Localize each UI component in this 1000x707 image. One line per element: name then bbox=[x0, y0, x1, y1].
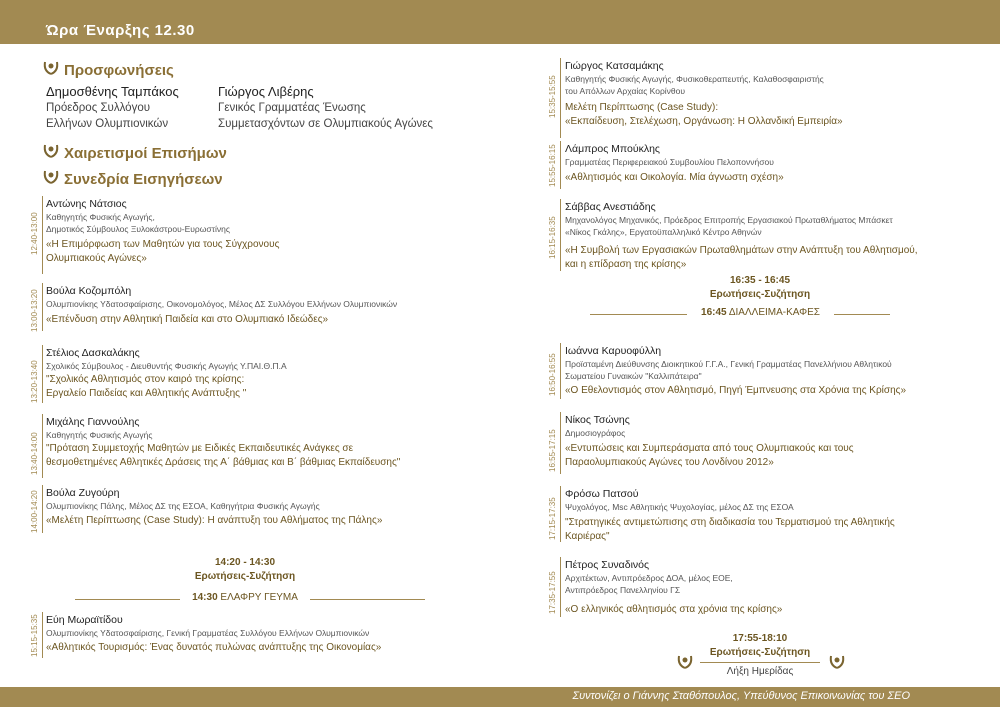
section-welcome: Προσφωνήσεις bbox=[64, 62, 174, 79]
time-rule bbox=[560, 557, 561, 617]
speaker-desc: Δημοσιογράφος bbox=[565, 428, 626, 438]
talk-title: «Επένδυση στην Αθλητική Παιδεία και στο Ολυμπιακό Ιδεώδες» bbox=[46, 314, 329, 325]
speaker-desc: Ψυχολόγος, Msc Αθλητικής Ψυχολογίας, μέλος ΔΣ της ΕΣΟΑ bbox=[565, 502, 794, 512]
time-rule bbox=[42, 345, 43, 403]
qa-time: 16:35 - 16:45 bbox=[729, 275, 791, 286]
talk-title: «Ο Εθελοντισμός στον Αθλητισμό, Πηγή Έμπνευσης στα Χρόνια της Κρίσης» bbox=[565, 385, 907, 396]
talk-time: 17:15-17:35 bbox=[548, 497, 557, 540]
speaker-name: Νίκος Τσώνης bbox=[565, 414, 630, 426]
qa-label: Ερωτήσεις-Συζήτηση bbox=[194, 571, 296, 582]
section-session: Συνεδρία Εισηγήσεων bbox=[64, 171, 223, 188]
qa-label: Ερωτήσεις-Συζήτηση bbox=[709, 289, 811, 300]
qa-block bbox=[160, 557, 330, 582]
section-greetings: Χαιρετισμοί Επισήμων bbox=[64, 145, 227, 162]
time-rule bbox=[42, 485, 43, 533]
welcome-speaker-name: Δημοσθένης Ταμπάκος bbox=[46, 84, 179, 99]
talk-title: Μελέτη Περίπτωσης (Case Study): «Εκπαίδευση, Στελέχωση, Οργάνωση: Η Ολλανδική Εμπειρία» bbox=[565, 102, 843, 127]
welcome-speaker-role: Πρόεδρος Συλλόγου Ελλήνων Ολυμπιονικών bbox=[46, 102, 169, 130]
speaker-desc: Αρχιτέκτων, Αντιπρόεδρος ΔΟΑ, μέλος ΕΟΕ, Αντιπρόεδρος Πανελληνίου ΓΣ bbox=[565, 573, 733, 595]
talk-time: 14:00-14:20 bbox=[30, 490, 39, 533]
speaker-name: Σάββας Ανεστιάδης bbox=[565, 201, 656, 213]
end-label: Λήξη Ημερίδας bbox=[726, 666, 794, 677]
time-rule bbox=[560, 486, 561, 542]
final-block bbox=[675, 633, 845, 658]
speaker-name: Μιχάλης Γιαννούλης bbox=[46, 416, 140, 428]
speaker-desc: Καθηγητής Φυσικής Αγωγής, Δημοτικός Σύμβουλος Ξυλοκάστρου-Ευρωστίνης bbox=[46, 212, 230, 234]
talk-title: "Σχολικός Αθλητισμός στον καιρό της κρίσης: Εργαλείο Παιδείας και Αθλητικής Ανάπτυξης " bbox=[46, 374, 247, 399]
talk-title: "Πρόταση Συμμετοχής Μαθητών με Ειδικές Εκπαιδευτικές Ανάγκες σε θεσμοθετημένες Αθλητικές Δράσεις της Α΄ βάθμιας και Β΄ βάθμιας Εκπαίδευσης" bbox=[46, 443, 401, 468]
talk-title: «Εντυπώσεις και Συμπεράσματα από τους Ολυμπιακούς και τους Παραολυμπιακούς Αγώνες του Λονδίνου 2012» bbox=[565, 443, 854, 468]
time-rule bbox=[42, 612, 43, 658]
break-label: 14:30 ΕΛΑΦΡΥ ΓΕΥΜΑ bbox=[180, 592, 310, 603]
talk-time: 13:20-13:40 bbox=[30, 360, 39, 403]
welcome-speaker-role: Γενικός Γραμματέας Ένωσης Συμμετασχόντων σε Ολυμπιακούς Αγώνες bbox=[218, 102, 433, 130]
qa-time: 14:20 - 14:30 bbox=[214, 557, 276, 568]
speaker-name: Εύη Μωραϊτίδου bbox=[46, 614, 123, 626]
laurel-icon bbox=[42, 167, 60, 185]
final-time: 17:55-18:10 bbox=[732, 633, 788, 644]
speaker-name: Στέλιος Δασκαλάκης bbox=[46, 347, 140, 359]
final-label: Ερωτήσεις-Συζήτηση bbox=[709, 647, 811, 658]
speaker-desc: Ολυμπιονίκης Υδατοσφαίρισης, Γενική Γραμματέας Συλλόγου Ελλήνων Ολυμπιονικών bbox=[46, 628, 370, 638]
talk-time: 15:15-15:35 bbox=[30, 614, 39, 657]
talk-title: «Η Επιμόρφωση των Μαθητών για τους Σύγχρονους Ολυμπιακούς Αγώνες» bbox=[46, 239, 280, 264]
time-rule bbox=[560, 412, 561, 474]
header-bar bbox=[0, 0, 1000, 44]
talk-time: 15:55-16:15 bbox=[548, 144, 557, 187]
talk-time: 16:50-16:55 bbox=[548, 353, 557, 396]
laurel-icon bbox=[42, 58, 60, 76]
footer-bar bbox=[0, 687, 1000, 707]
time-rule bbox=[42, 196, 43, 274]
speaker-name: Λάμπρος Μπούκλης bbox=[565, 143, 660, 155]
break-label: 16:45 ΔΙΑΛΛΕΙΜΑ-ΚΑΦΕΣ bbox=[687, 307, 834, 318]
speaker-desc: Σχολικός Σύμβουλος - Διευθυντής Φυσικής Αγωγής Υ.ΠΑΙ.Θ.Π.Α bbox=[46, 361, 287, 371]
talk-title: «Μελέτη Περίπτωσης (Case Study): Η ανάπτυξη του Αθλήματος της Πάλης» bbox=[46, 515, 383, 526]
talk-time: 15:35-15:55 bbox=[548, 75, 557, 118]
time-rule bbox=[560, 343, 561, 399]
speaker-desc: Καθηγητής Φυσικής Αγωγής bbox=[46, 430, 153, 440]
talk-title: «Αθλητισμός και Οικολογία. Μία άγνωστη σχέση» bbox=[565, 172, 784, 183]
time-rule bbox=[42, 283, 43, 331]
speaker-name: Πέτρος Συναδινός bbox=[565, 559, 650, 571]
talk-time: 13:00-13:20 bbox=[30, 289, 39, 332]
qa-block bbox=[675, 275, 845, 300]
laurel-icon bbox=[42, 141, 60, 159]
talk-title: "Στρατηγικές αντιμετώπισης στη διαδικασία του Τερματισμού της Αθλητικής Καριέρας" bbox=[565, 517, 895, 542]
talk-title: «Ο ελληνικός αθλητισμός στα χρόνια της κρίσης» bbox=[565, 604, 783, 615]
coordinator-credit: Συντονίζει ο Γιάννης Σταθόπουλος, Υπεύθυνος Επικοινωνίας του ΣΕΟ bbox=[572, 690, 910, 702]
talk-time: 16:55-17:15 bbox=[548, 429, 557, 472]
speaker-name: Αντώνης Νάτσιος bbox=[46, 198, 127, 210]
speaker-name: Γιώργος Κατσαμάκης bbox=[565, 60, 664, 72]
speaker-desc: Γραμματέας Περιφερειακού Συμβουλίου Πελοποννήσου bbox=[565, 157, 774, 167]
speaker-name: Βούλα Ζυγούρη bbox=[46, 487, 120, 499]
talk-title: «Αθλητικός Τουρισμός: Ένας δυνατός πυλώνας ανάπτυξης της Οικονομίας» bbox=[46, 642, 382, 653]
speaker-name: Ιωάννα Καρυοφύλλη bbox=[565, 345, 662, 357]
time-rule bbox=[42, 414, 43, 478]
speaker-desc: Καθηγητής Φυσικής Αγωγής, Φυσικοθεραπευτής, Καλαθοσφαιριστής του Απόλλων Αρχαίας Κορίνθου bbox=[565, 74, 824, 96]
talk-time: 12:40-13:00 bbox=[30, 212, 39, 255]
speaker-name: Φρόσω Πατσού bbox=[565, 488, 639, 500]
speaker-desc: Ολυμπιονίκης Πάλης, Μέλος ΔΣ της ΕΣΟΑ, Καθηγήτρια Φυσικής Αγωγής bbox=[46, 501, 320, 511]
time-rule bbox=[560, 199, 561, 271]
start-time-title: Ώρα Έναρξης 12.30 bbox=[46, 22, 195, 39]
speaker-desc: Ολυμπιονίκης Υδατοσφαίρισης, Οικονομολόγος, Μέλος ΔΣ Συλλόγου Ελλήνων Ολυμπιονικών bbox=[46, 299, 398, 309]
talk-time: 13:40-14:00 bbox=[30, 432, 39, 475]
talk-time: 16:15-16:35 bbox=[548, 216, 557, 259]
talk-time: 17:35-17:55 bbox=[548, 571, 557, 614]
time-rule bbox=[560, 141, 561, 189]
final-rule bbox=[700, 662, 820, 663]
welcome-speaker-name: Γιώργος Λιβέρης bbox=[218, 84, 314, 99]
speaker-desc: Προϊσταμένη Διεύθυνσης Διοικητικού Γ.Γ.Α., Γενική Γραμματέας Πανελλήνιου Αθλητικού Σωματείου Γυναικών "Καλλιπάτειρα" bbox=[565, 359, 892, 381]
time-rule bbox=[560, 58, 561, 138]
talk-title: «Η Συμβολή των Εργασιακών Πρωταθλημάτων στην Ανάπτυξη του Αθλητισμού, και η επίδραση της κρίσης» bbox=[565, 245, 918, 270]
speaker-name: Βούλα Κοζομπόλη bbox=[46, 285, 132, 297]
speaker-desc: Μηχανολόγος Μηχανικός, Πρόεδρος Επιτροπής Εργασιακού Πρωταθλήματος Μπάσκετ «Νίκος Γκάλης», Εργατοϋπαλληλικό Κέντρο Αθηνών bbox=[565, 215, 893, 237]
